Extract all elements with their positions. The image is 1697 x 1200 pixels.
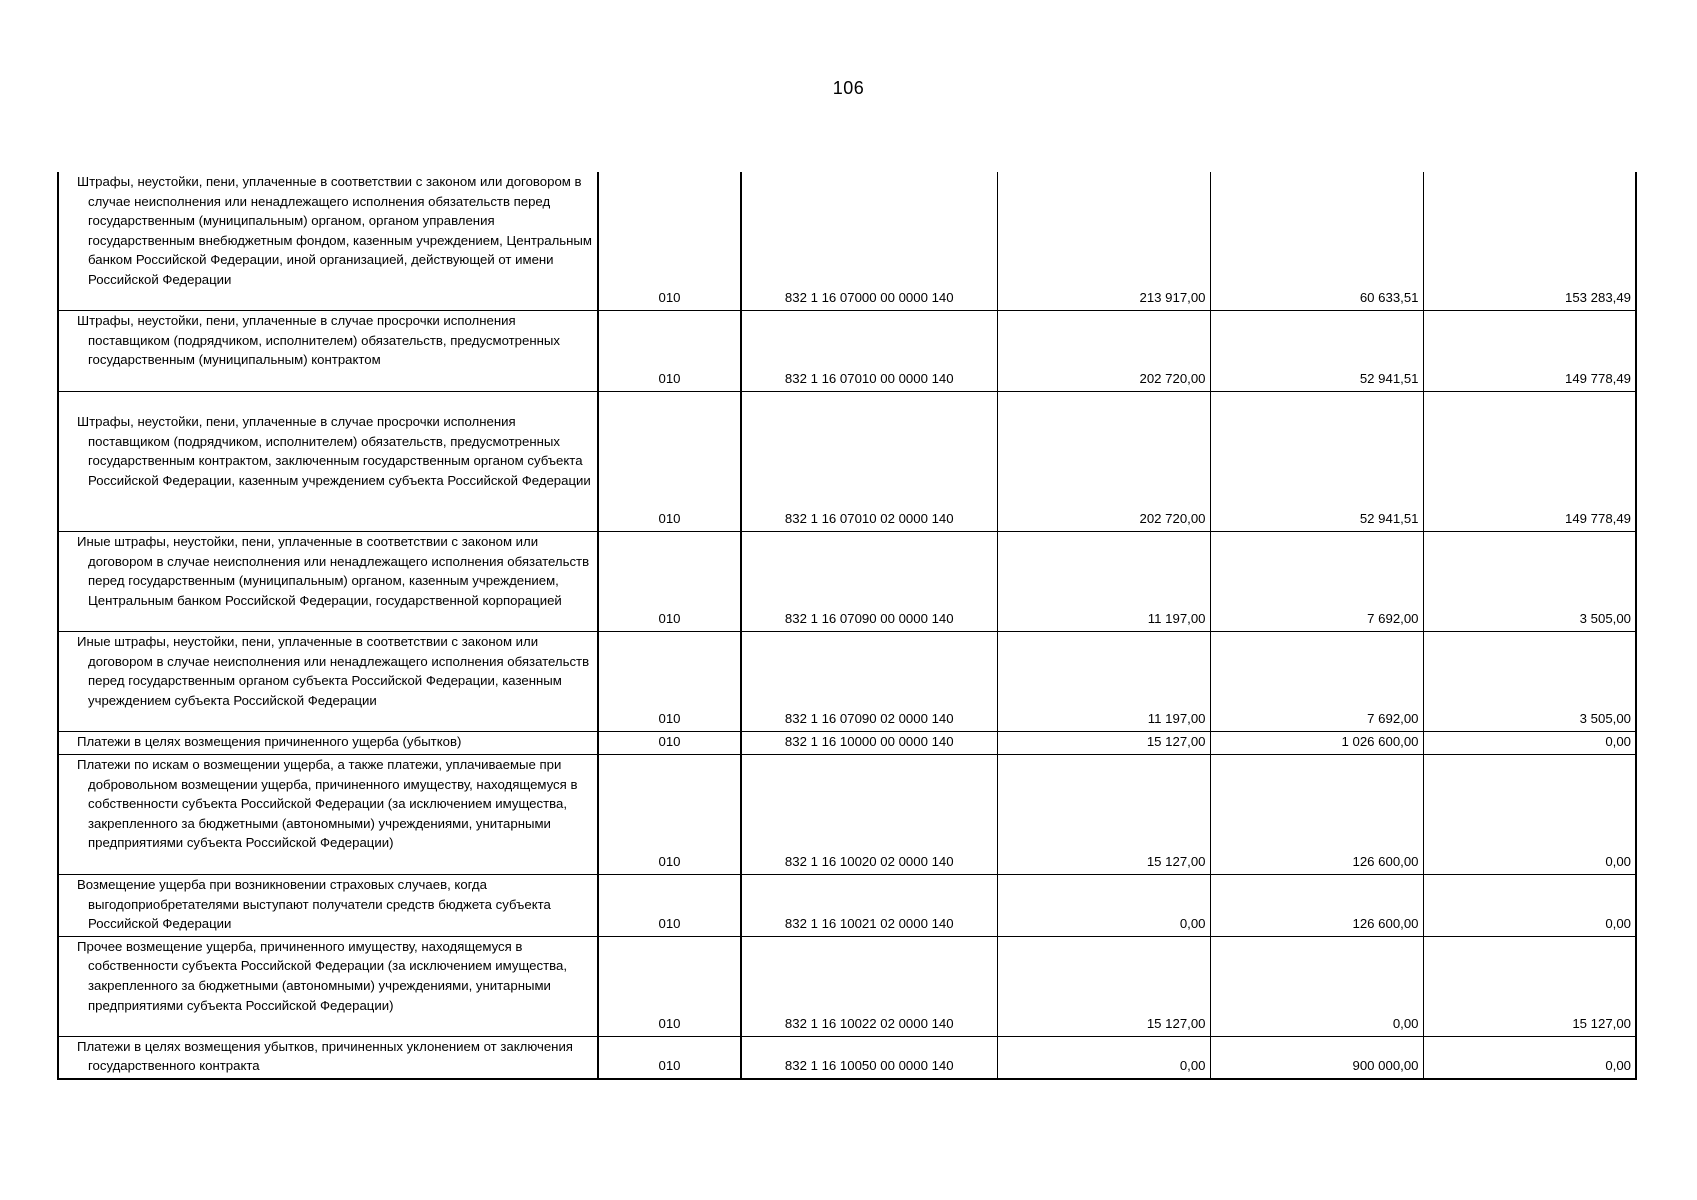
table-row (58, 172, 1636, 311)
row-name-cell: Платежи в целях возмещения причиненного ущерба (убытков) (58, 732, 598, 755)
row-value-1-cell: 15 127,00 (997, 755, 1210, 875)
row-income-code-cell: 832 1 16 07010 02 0000 140 (741, 392, 997, 532)
revenue-table (57, 172, 1637, 1080)
row-line-code-cell: 010 (598, 532, 741, 632)
row-value-1-cell: 202 720,00 (997, 392, 1210, 532)
row-value-2-cell: 60 633,51 (1210, 172, 1423, 311)
row-line-code-cell: 010 (598, 875, 741, 937)
row-value-3-cell: 3 505,00 (1423, 532, 1636, 632)
row-value-3-cell: 0,00 (1423, 755, 1636, 875)
row-line-code-cell: 010 (598, 392, 741, 532)
row-value-2-cell: 7 692,00 (1210, 532, 1423, 632)
row-line-code-cell: 010 (598, 732, 741, 755)
row-income-code-cell: 832 1 16 07090 02 0000 140 (741, 632, 997, 732)
row-name-cell: Возмещение ущерба при возникновении страховых случаев, когда выгодоприобретателями выступают получатели средств бюджета субъекта Российской Федерации (58, 875, 598, 937)
row-income-code-cell: 832 1 16 10022 02 0000 140 (741, 936, 997, 1036)
row-name-cell: Штрафы, неустойки, пени, уплаченные в соответствии с законом или договором в случае неисполнения или ненадлежащего исполнения обязательств перед государственным (муниципальным) органом, органом управления государственным внебюджетным фондом, казенным учреждением, Центральным банком Российской Федерации, иной организацией, действующей от имени Российской Федерации (58, 172, 598, 311)
row-name-cell: Иные штрафы, неустойки, пени, уплаченные в соответствии с законом или договором в случае неисполнения или ненадлежащего исполнения обязательств перед государственным органом субъекта Российской Федерации, казенным учреждением субъекта Российской Федерации (58, 632, 598, 732)
row-value-1-cell: 0,00 (997, 875, 1210, 937)
row-value-3-cell: 153 283,49 (1423, 172, 1636, 311)
row-value-2-cell: 126 600,00 (1210, 875, 1423, 937)
row-income-code-cell: 832 1 16 10021 02 0000 140 (741, 875, 997, 937)
row-value-1-cell: 213 917,00 (997, 172, 1210, 311)
row-value-1-cell: 0,00 (997, 1036, 1210, 1079)
table-row (58, 532, 1636, 632)
row-name-cell: Платежи по искам о возмещении ущерба, а также платежи, уплачиваемые при добровольном возмещении ущерба, причиненного имуществу, находящемуся в собственности субъекта Российской Федерации (за исключением имущества, закрепленного за бюджетными (автономными) учреждениями, унитарными предприятиями субъекта Российской Федерации) (58, 755, 598, 875)
row-value-3-cell: 0,00 (1423, 875, 1636, 937)
row-value-3-cell: 0,00 (1423, 732, 1636, 755)
row-income-code-cell: 832 1 16 10000 00 0000 140 (741, 732, 997, 755)
table-row (58, 875, 1636, 937)
row-value-2-cell: 126 600,00 (1210, 755, 1423, 875)
row-line-code-cell: 010 (598, 1036, 741, 1079)
row-income-code-cell: 832 1 16 07010 00 0000 140 (741, 311, 997, 392)
row-income-code-cell: 832 1 16 10050 00 0000 140 (741, 1036, 997, 1079)
row-value-1-cell: 15 127,00 (997, 936, 1210, 1036)
table-row (58, 1036, 1636, 1079)
row-value-2-cell: 52 941,51 (1210, 392, 1423, 532)
table-row (58, 392, 1636, 532)
row-value-3-cell: 149 778,49 (1423, 311, 1636, 392)
table-row (58, 732, 1636, 755)
row-value-2-cell: 1 026 600,00 (1210, 732, 1423, 755)
row-line-code-cell: 010 (598, 311, 741, 392)
row-value-3-cell: 3 505,00 (1423, 632, 1636, 732)
row-line-code-cell: 010 (598, 755, 741, 875)
row-name-cell: Иные штрафы, неустойки, пени, уплаченные в соответствии с законом или договором в случае неисполнения или ненадлежащего исполнения обязательств перед государственным (муниципальным) органом, казенным учреждением, Центральным банком Российской Федерации, государственной корпорацией (58, 532, 598, 632)
row-income-code-cell: 832 1 16 07090 00 0000 140 (741, 532, 997, 632)
row-line-code-cell: 010 (598, 632, 741, 732)
row-name-cell: Штрафы, неустойки, пени, уплаченные в случае просрочки исполнения поставщиком (подрядчиком, исполнителем) обязательств, предусмотренных государственным контрактом, заключенным государственным органом субъекта Российской Федерации, казенным учреждением субъекта Российской Федерации (58, 392, 598, 532)
row-name-cell: Прочее возмещение ущерба, причиненного имуществу, находящемуся в собственности субъекта Российской Федерации (за исключением имущества, закрепленного за бюджетными (автономными) учреждениями, унитарными предприятиями субъекта Российской Федерации) (58, 936, 598, 1036)
row-value-3-cell: 0,00 (1423, 1036, 1636, 1079)
row-value-3-cell: 15 127,00 (1423, 936, 1636, 1036)
row-value-1-cell: 202 720,00 (997, 311, 1210, 392)
table-row (58, 632, 1636, 732)
table-row (58, 755, 1636, 875)
row-value-2-cell: 900 000,00 (1210, 1036, 1423, 1079)
row-income-code-cell: 832 1 16 07000 00 0000 140 (741, 172, 997, 311)
revenue-table-body (58, 172, 1636, 1079)
row-name-cell: Штрафы, неустойки, пени, уплаченные в случае просрочки исполнения поставщиком (подрядчиком, исполнителем) обязательств, предусмотренных государственным (муниципальным) контрактом (58, 311, 598, 392)
table-row (58, 311, 1636, 392)
row-value-1-cell: 11 197,00 (997, 632, 1210, 732)
page-number: 106 (832, 78, 865, 98)
row-income-code-cell: 832 1 16 10020 02 0000 140 (741, 755, 997, 875)
row-name-cell: Платежи в целях возмещения убытков, причиненных уклонением от заключения государственного контракта (58, 1036, 598, 1079)
row-value-1-cell: 15 127,00 (997, 732, 1210, 755)
row-value-2-cell: 0,00 (1210, 936, 1423, 1036)
row-line-code-cell: 010 (598, 936, 741, 1036)
row-value-1-cell: 11 197,00 (997, 532, 1210, 632)
table-row (58, 936, 1636, 1036)
row-line-code-cell: 010 (598, 172, 741, 311)
row-value-3-cell: 149 778,49 (1423, 392, 1636, 532)
row-value-2-cell: 52 941,51 (1210, 311, 1423, 392)
row-value-2-cell: 7 692,00 (1210, 632, 1423, 732)
